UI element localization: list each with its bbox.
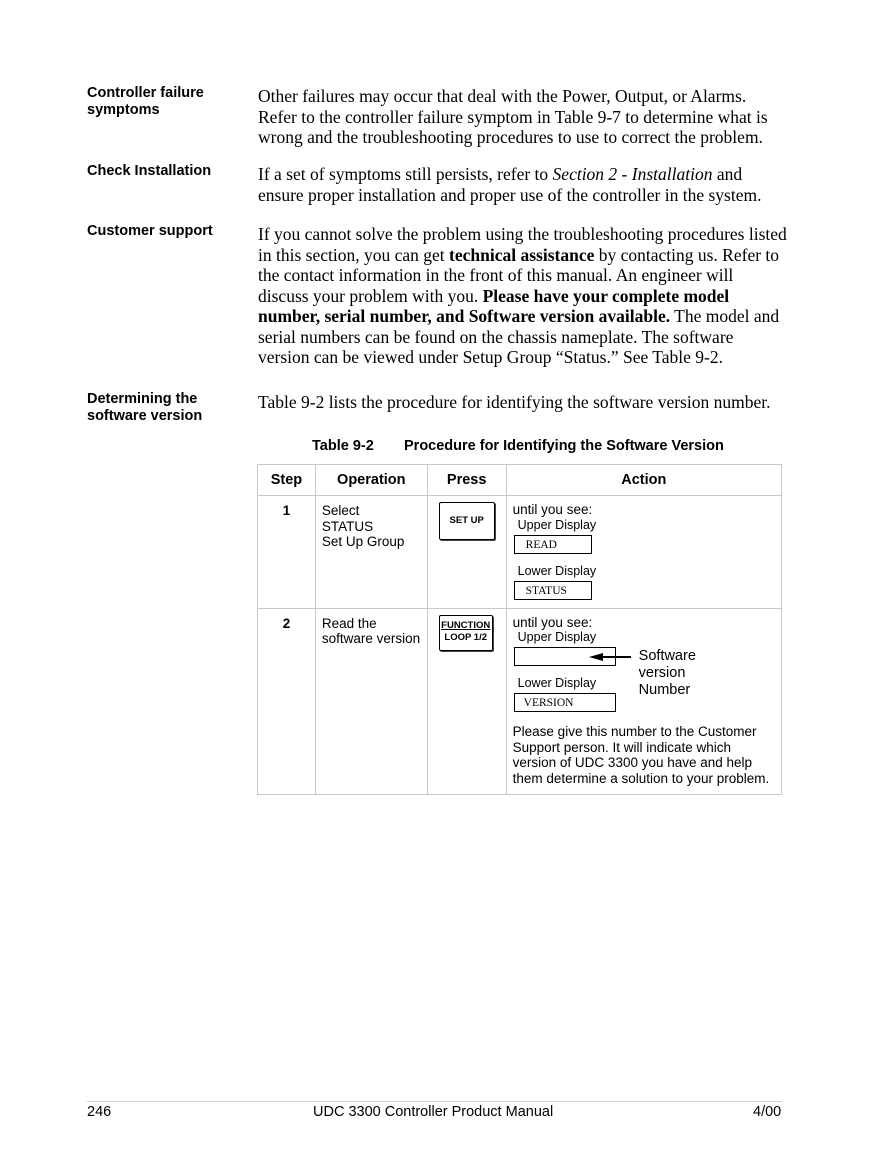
until-text: until you see:: [512, 614, 593, 630]
upper-display-box: READ: [514, 535, 592, 554]
table-number: Table 9-2: [312, 438, 374, 454]
paragraph-controller-failure: Other failures may occur that deal with the Power, Output, or Alarms. Refer to the controller failure symptom in Table 9-7 to determine what is wrong and the troubleshooting procedures to use to correct the problem.: [258, 86, 768, 147]
action-cell: [506, 496, 781, 609]
function-loop-key: FUNCTION LOOP 1/2: [439, 615, 493, 651]
press-cell: [427, 496, 506, 609]
heading-check-installation: Check Installation: [87, 163, 212, 179]
paragraph-determining-version: Table 9-2 lists the procedure for identifying the software version number.: [258, 392, 771, 412]
procedure-table: [257, 464, 782, 795]
header-action: Action: [506, 465, 781, 496]
header-press: Press: [427, 465, 506, 496]
lower-display-label: Lower Display: [517, 563, 597, 578]
footer-divider: [87, 1101, 782, 1102]
table-header-row: [258, 465, 782, 496]
manual-title: UDC 3300 Controller Product Manual: [313, 1104, 554, 1120]
press-cell: [427, 608, 506, 795]
page-number: 246: [87, 1104, 112, 1120]
arrow-line: [601, 656, 631, 658]
step-number: 1: [258, 496, 316, 609]
upper-display-label: Upper Display: [517, 517, 597, 532]
setup-key: SET UP: [439, 502, 495, 540]
header-operation: Operation: [315, 465, 427, 496]
header-step: Step: [258, 465, 316, 496]
section-reference: Section 2 - Installation: [552, 164, 713, 184]
lower-display-box: VERSION: [514, 693, 616, 712]
heading-controller-failure: Controller failure symptoms: [87, 85, 204, 118]
operation-cell: Read the software version: [315, 608, 427, 795]
step-number: 2: [258, 608, 316, 795]
until-text: until you see:: [512, 502, 593, 517]
action-cell: [506, 608, 781, 795]
upper-display-label: Upper Display: [517, 630, 597, 644]
heading-determining-version: Determining the software version: [87, 391, 203, 424]
operation-cell: Select STATUS Set Up Group: [315, 496, 427, 609]
table-row: [258, 496, 782, 609]
support-note: Please give this number to the Customer Support person. It will indicate which version of UDC 3300 you have and help them determine a solution to your problem.: [512, 724, 770, 786]
software-version-label: Software version Number: [638, 647, 696, 698]
heading-customer-support: Customer support: [87, 223, 213, 239]
lower-display-box: STATUS: [514, 581, 592, 600]
lower-display-label: Lower Display: [517, 676, 597, 690]
paragraph-check-installation: If a set of symptoms still persists, refer to Section 2 - Installation and ensure proper installation and proper use of the controller in the system.: [258, 164, 762, 205]
table-row: [258, 608, 782, 795]
table-title: Procedure for Identifying the Software Version: [404, 438, 724, 454]
paragraph-customer-support: If you cannot solve the problem using the troubleshooting procedures listed in this section, you can get technical assistance by contacting us. Refer to the contact information in the front of this manual. An engineer will discuss your problem with you. Please have your complete model number, serial number, and Software version available. The model and serial numbers can be found on the chassis nameplate. The software version can be viewed under Setup Group “Status.” See Table 9-2.: [258, 224, 787, 367]
table-caption: [312, 438, 724, 454]
revision-date: 4/00: [753, 1104, 782, 1120]
